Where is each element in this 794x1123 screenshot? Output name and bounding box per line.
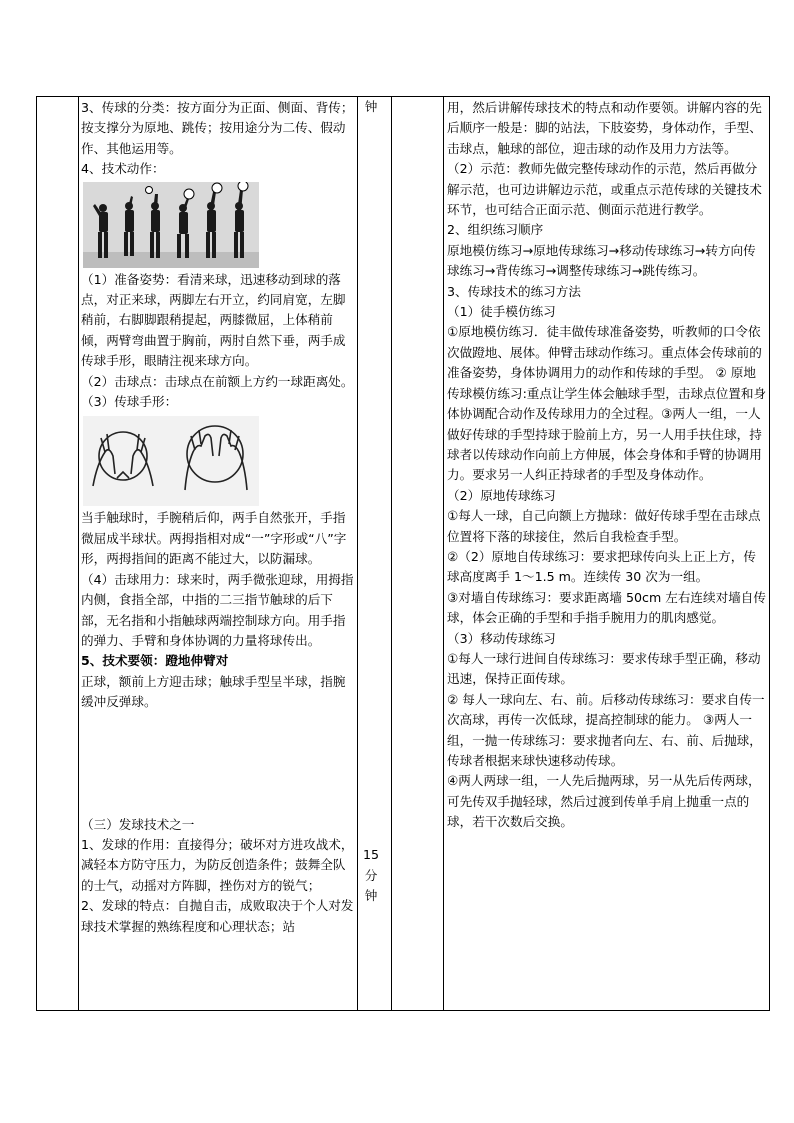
hand-shape-figure [83,416,259,506]
time-minutes-value: 15 [362,847,380,863]
text-key-points-heading: 5、技术要领：蹬地伸臂对 [81,653,229,669]
lesson-plan-table [36,96,770,1011]
text-practice-order-heading: 2、组织练习顺序 [447,222,544,238]
time-minutes-unit-2: 钟 [364,888,378,904]
teaching-method-cell [444,97,769,1010]
time-cell [358,97,384,1010]
text-practice-order: 原地模仿练习→原地传球练习→移动传球练习→转方向传球练习→背传练习→调整传球练习→跳传练习。 [447,242,756,279]
text-moving-pass-heading: （3）移动传球练习 [447,630,556,646]
column-divider [391,97,392,1010]
text-moving-pass-2: ② 每人一球向左、右、前。后移动传球练习：要求自传一次高球，再传一次低球，提高控制球的能力。 ③两人一组，一抛一传球练习：要求抛者向左、右、前、后抛球，传球者根据来球快速移动传球。 [447,691,765,768]
text-practice-methods-heading: 3、传球技术的练习方法 [447,283,581,299]
text-pass-classification: 3、传球的分类：按方面分为正面、侧面、背传；按支撑分为原地、跳传；按用途分为二传、假动作、其他运用等。 [81,100,354,156]
text-standing-pass-2: ②（2）原地自传球练习：要求把球传向头上正上方，传球高度离手 1～1.5 m。连续传 30 次为一组。 [447,548,756,585]
text-technique-heading: 4、技术动作： [81,161,165,177]
text-serve-purpose: 1、发球的作用：直接得分；破坏对方进攻战术，减轻本方防守压力，为防反创造条件；鼓舞全队的士气，动摇对方阵脚，挫伤对方的锐气； [81,836,354,893]
text-serve-heading: （三）发球技术之一 [81,816,195,832]
text-imitation-heading: （1）徒手模仿练习 [447,304,556,320]
passing-sequence-figure [83,182,259,268]
text-serve-features: 2、发球的特点：自抛自击，成败取决于个人对发球技术掌握的熟练程度和心理状态；站 [81,898,354,934]
text-contact-point: （2）击球点：击球点在前额上方约一球距离处。 [81,373,354,389]
time-label-top: 钟 [364,99,378,114]
text-moving-pass-3: ④两人两球一组，一人先后抛两球，另一从先后传两球，可先传双手抛轻球，然后过渡到传单手肩上抛重一点的球，若干次数后交换。 [447,773,761,830]
text-imitation-practice: ①原地模仿练习．徒丰做传球准备姿势，听教师的口令依次做蹬地、展体。伸臂击球动作练习。重点体会传球前的准备姿势，身体协调用力的动作和传球的手型。 ② 原地传球模仿练习:重点让学生体会触球手型，击球点位置和身体协调配合动作及传球用力的全过程。③两人一组，一人做好传球的手型持球于脸前上方，另一人用手扶住球，持球者以传球动作向前上方伸展，体会身体和手臂的协调用力。要求另一人纠正持球者的手型及身体动作。 [447,324,767,483]
text-hand-shape-heading: （3）传球手形： [81,394,178,410]
text-standing-pass-1: ①每人一球，自己向额上方抛球：做好传球手型在击球点位置将下落的球接住，然后自我检查手型。 [447,508,761,544]
text-key-points: 正球，额前上方迎击球；触球手型呈半球，指腕缓冲反弹球。 [81,673,346,710]
text-demonstration: （2）示范：教师先做完整传球动作的示范，然后再做分解示范，也可边讲解边示范，或重点示范传球的关键技术环节，也可结合正面示范、侧面示范进行教学。 [447,161,762,218]
text-force-application: （4）击球用力：球来时，两手微张迎球，用拇指内侧，食指全部，中指的二三指节触球的后下部，无名指和小指触球两端控制球方向。用手指的弹力、手臂和身体协调的力量将球传出。 [81,571,354,648]
time-minutes-unit-1: 分 [364,867,378,883]
teaching-content-cell [78,97,357,1010]
text-moving-pass-1: ①每人一球行进间自传球练习：要求传球手型正确，移动迅速，保持正面传球。 [447,650,761,687]
text-standing-pass-heading: （2）原地传球练习 [447,487,556,503]
text-hand-contact: 当手触球时，手腕稍后仰，两手自然张开，手指微屈成半球状。两拇指相对成“一”字形或“八”字形，两拇指间的距离不能过大，以防漏球。 [81,510,347,567]
text-standing-pass-3: ③对墙自传球练习：要求距离墙 50cm 左右连续对墙自传球，体会正确的手型和手指手腕用力的肌肉感觉。 [447,589,766,626]
text-ready-position: （1）准备姿势：看清来球，迅速移动到球的落点，对正来球，两脚左右开立，约同肩宽，左脚稍前，右脚脚跟稍提起，两膝微屈，上体稍前倾，两臂弯曲置于胸前，两肘自然下垂，两手成传球手形，眼睛注视来球方向。 [81,271,346,369]
text-explanation-order: 用，然后讲解传球技术的特点和动作要领。讲解内容的先后顺序一般是：脚的站法，下肢姿势，身体动作，手型、击球点，触球的部位，迎击球的动作及用力方法等。 [447,100,762,156]
